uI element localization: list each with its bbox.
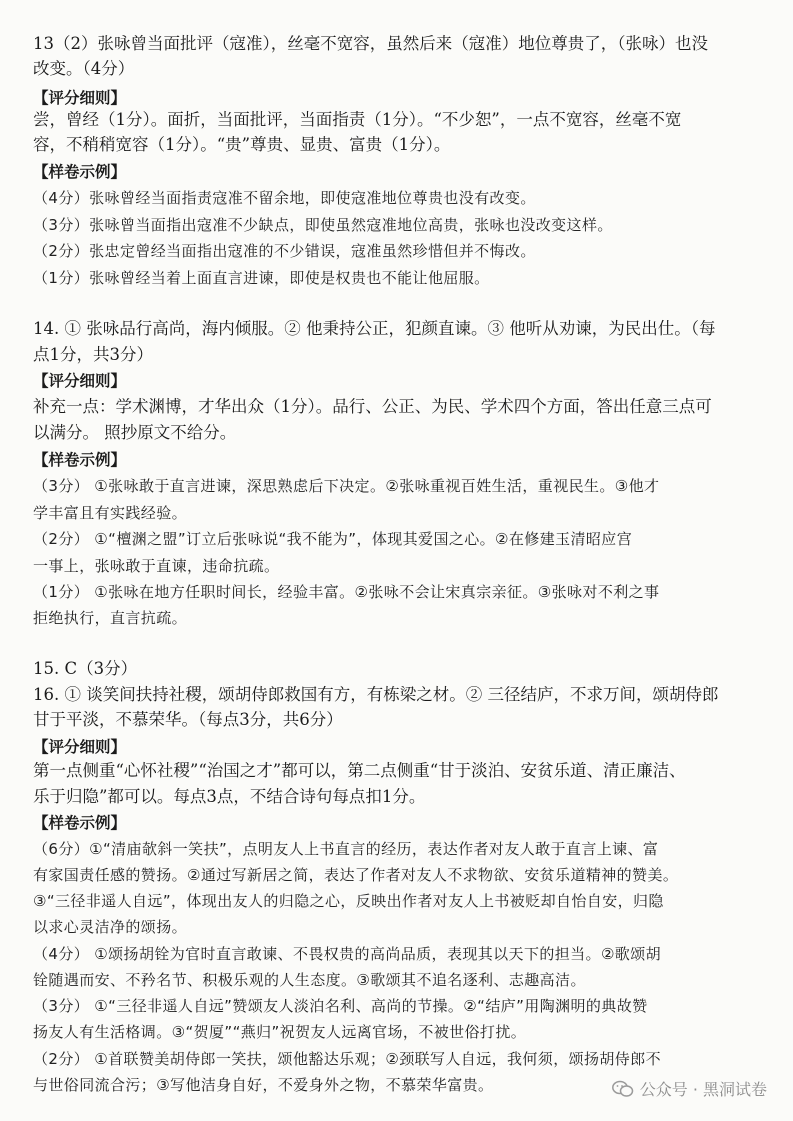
sample-answer-line: 与世俗同流合污；③写他洁身自好，不爱身外之物，不慕荣华富贵。: [33, 1076, 494, 1094]
text-line: 容，不稍稍宽容（1分）。“贵”尊贵、显贵、富贵（1分）。: [33, 135, 451, 154]
text-line: 乐于归隐”都可以。每点3点，不结合诗句每点扣1分。: [33, 787, 426, 806]
sample-answer-line: （1分） ①张咏在地方任职时间长，经验丰富。②张咏不会让宋真宗亲征。③张咏对不利之事: [33, 583, 660, 601]
sample-answer-line: （6分）①“清庙欹斜一笑扶”，点明友人上书直言的经历，表达作者对友人敢于直言上谏、富: [33, 840, 659, 858]
sample-answer-line: （3分） ①“三径非遥人自远”赞颂友人淡泊名利、高尚的节操。②“结庐”用陶渊明的典故赞: [33, 997, 648, 1015]
section-heading: 【样卷示例】: [33, 814, 127, 832]
section-heading: 【评分细则】: [33, 738, 127, 756]
text-line: 尝，曾经（1分）。面折，当面批评，当面指责（1分）。“不少恕”，一点不宽容，丝毫不宽: [33, 110, 682, 129]
sample-answer-line: （2分） ①首联赞美胡侍郎一笑扶，颂他豁达乐观；②颈联写人自远，我何须，颂扬胡侍郎不: [33, 1050, 662, 1068]
text-line: 点1分，共3分）: [33, 345, 153, 364]
sample-answer-line: （3分）张咏曾当面指出寇准不少缺点，即使虽然寇准地位高贵，张咏也没改变这样。: [33, 216, 613, 234]
text-line: 补充一点：学术渊博，才华出众（1分）。品行、公正、为民、学术四个方面，答出任意三点可: [33, 397, 712, 416]
sample-answer-line: ③“三径非遥人自远”，体现出友人的归隐之心，反映出作者对友人上书被贬却自怡自安，归隐: [33, 892, 664, 910]
section-heading: 【评分细则】: [33, 89, 127, 107]
text-line: 15. C（3分）: [33, 659, 138, 678]
sample-answer-line: 扬友人有生活格调。③“贺厦”“燕归”祝贺友人远离官场，不被世俗打扰。: [33, 1023, 527, 1041]
sample-answer-line: 铨随遇而安、不矜名节、积极乐观的人生态度。③歌颂其不追名逐利、志趣高洁。: [33, 971, 586, 989]
section-heading: 【样卷示例】: [33, 451, 127, 469]
sample-answer-line: 拒绝执行，直言抗疏。: [33, 609, 188, 627]
sample-answer-line: 以求心灵洁净的颂扬。: [33, 918, 188, 936]
sample-answer-line: （3分） ①张咏敢于直言进谏，深思熟虑后下决定。②张咏重视百姓生活，重视民生。③他才: [33, 477, 660, 495]
sample-answer-line: （2分）张忠定曾经当面指出寇准的不少错误，寇准虽然珍惜但并不悔改。: [33, 242, 536, 260]
text-line: 14. ① 张咏品行高尚，海内倾服。② 他秉持公正，犯颜直谏。③ 他听从劝谏，为民出仕。（每: [33, 319, 716, 338]
text-line: 第一点侧重“心怀社稷”“治国之才”都可以，第二点侧重“甘于淡泊、安贫乐道、清正廉洁、: [33, 761, 686, 780]
sample-answer-line: （4分）张咏曾经当面指责寇准不留余地，即使寇准地位尊贵也没有改变。: [33, 189, 536, 207]
sample-answer-line: 有家国责任感的赞扬。②通过写新居之简，表达了作者对友人不求物欲、安贫乐道精神的赞美。: [33, 866, 679, 884]
text-line: 13（2）张咏曾当面批评（寇准），丝毫不宽容，虽然后来（寇准）地位尊贵了，（张咏）也没: [33, 34, 708, 53]
text-line: 16. ① 谈笑间扶持社稷，颂胡侍郎救国有方，有栋梁之材。② 三径结庐，不求万间，颂胡侍郎: [33, 685, 719, 704]
text-line: 以满分。 照抄原文不给分。: [33, 423, 237, 442]
sample-answer-line: （1分）张咏曾经当着上面直言进谏，即使是权贵也不能让他屈服。: [33, 269, 490, 287]
wechat-logo-icon: [612, 1080, 634, 1098]
sample-answer-line: 一事上，张咏敢于直谏，违命抗疏。: [33, 557, 280, 575]
section-heading: 【评分细则】: [33, 372, 127, 390]
watermark: [612, 1077, 767, 1100]
text-line: 甘于平淡，不慕荣华。（每点3分，共6分）: [33, 710, 343, 729]
sample-answer-line: （2分） ①“檀渊之盟”订立后张咏说“我不能为”，体现其爱国之心。②在修建玉清昭应宫: [33, 530, 633, 548]
watermark-text: 公众号 · 黑洞试卷: [639, 1080, 767, 1099]
section-heading: 【样卷示例】: [33, 163, 127, 181]
sample-answer-line: （4分） ①颂扬胡铨为官时直言敢谏、不畏权贵的高尚品质，表现其以天下的担当。②歌颂胡: [33, 945, 662, 963]
text-line: 改变。（4分）: [33, 59, 135, 78]
sample-answer-line: 学丰富且有实践经验。: [33, 504, 188, 522]
